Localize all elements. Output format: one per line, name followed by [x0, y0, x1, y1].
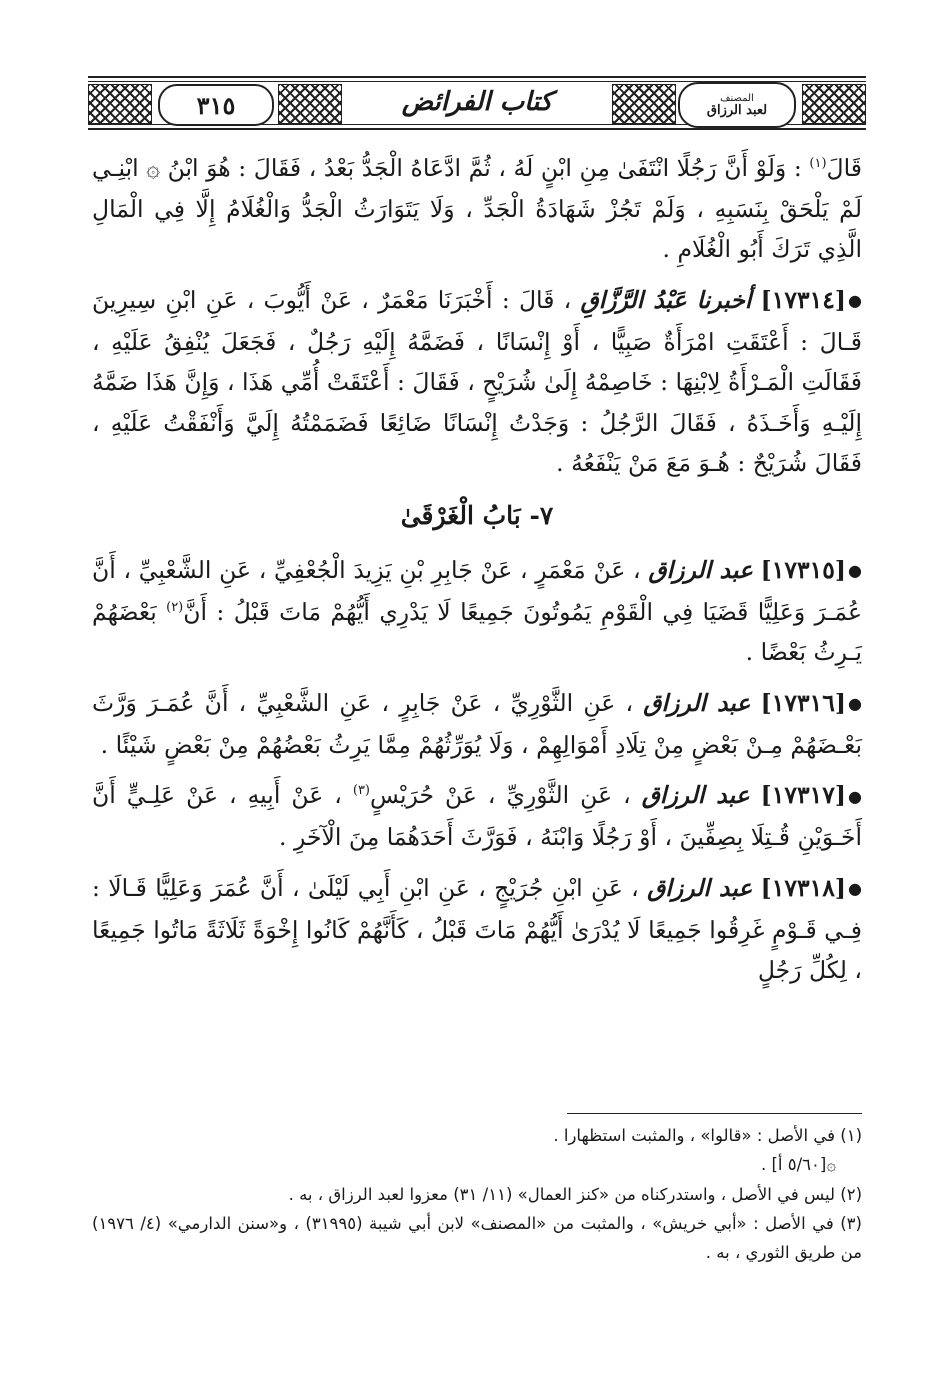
entry-number: [١٧٣١٥] — [760, 555, 847, 584]
entry-text: ، عَنِ الثَّوْرِيِّ ، عَنْ حُرَيْسٍ — [370, 781, 642, 810]
footnote: (٢) ليس في الأصل ، واستدركناه من «كنز العمال» (١١/ ٣١) معزوا لعبد الرزاق ، به . — [288, 1184, 862, 1204]
paragraph-continuation — [92, 148, 862, 270]
footnote: (٣) في الأصل : «أبي خريش» ، والمثبت من «المصنف» لابن أبي شيبة (٣١٩٩٥) ، و«سنن الدارمي» (٤/ ١٩٧٦) من طريق الثوري ، به . — [92, 1213, 862, 1263]
entry-source: عبد الرزاق — [647, 873, 753, 902]
footnote-marker: (٣) — [352, 783, 370, 799]
hadith-entry — [92, 550, 862, 673]
entry-source: عبد الرزاق — [643, 688, 751, 717]
entry-number: [١٧٣١٤] — [760, 285, 847, 314]
main-text — [92, 148, 862, 1001]
entry-number: [١٧٣١٨] — [760, 873, 847, 902]
ornament-pattern — [612, 84, 676, 124]
entry-text: بَعْضَهُمْ يَـرِثُ بَعْضًا . — [92, 597, 862, 667]
logo-line: لعبد الرزاق — [706, 102, 768, 118]
bullet-icon: ● — [848, 290, 862, 310]
footnote: (١) في الأصل : «قالوا» ، والمثبت استظهارا . — [553, 1126, 862, 1145]
book-logo — [678, 82, 796, 128]
entry-number: [١٧٣١٧] — [760, 781, 847, 810]
chapter-heading: ٧- بَابُ الْغَرْقَىٰ — [400, 500, 554, 530]
ornament-pattern — [88, 84, 152, 124]
hadith-entry — [92, 775, 862, 857]
ornament-pattern — [802, 84, 866, 124]
entry-number: [١٧٣١٦] — [760, 688, 847, 717]
text-run: : وَلَوْ أَنَّ رَجُلًا انْتَفَىٰ مِنِ ابْنٍ لَهُ ، ثُمَّ ادَّعَاهُ الْجَدُّ بَعْدُ ، فَقَالَ : هُوَ ابْنُ ۞ ابْنِـي لَمْ يَلْحَقْ بِنَسَبِهِ ، وَلَمْ تَجُزْ شَهَادَةُ الْجَدِّ ، وَلَا يَتَوَارَثُ الْجَدُّ وَالْغُلَامُ إِلَّا فِي الْمَالِ الَّذِي تَرَكَ أَبُو الْغُلَامِ . — [92, 154, 862, 264]
entry-source: أخبرنا عَبْدُ الرَّزَّاقِ — [580, 285, 752, 314]
entry-text: ، عَنْ أَبِيهِ ، عَنْ عَلِـيٍّ أَنَّ أَخَـوَيْنِ قُـتِلَا بِصِفِّينَ ، أَوْ رَجُلًا وَابْنَهُ ، فَوَرَّثَ أَحَدَهُمَا مِنَ الْآخَرِ . — [92, 781, 862, 852]
bullet-icon: ● — [848, 694, 862, 714]
text-run: قَالَ — [826, 154, 862, 182]
footnotes — [92, 1121, 862, 1267]
entry-source: عبد الرزاق — [648, 555, 753, 584]
footnote-separator — [567, 1113, 862, 1114]
entry-text: ، عَنْ مَعْمَرٍ ، عَنْ جَابِرِ بْنِ يَزِيدَ الْجُعْفِيِّ ، عَنِ الشَّعْبِيِّ ، أَنَّ عُمَـرَ وَعَلِيًّا قَضَيَا فِي الْقَوْمِ يَمُوتُونَ جَمِيعًا لَا يَدْرِي أَيُّهُمْ مَاتَ قَبْلُ : أَنَّ — [92, 555, 863, 626]
bullet-icon: ● — [848, 878, 862, 898]
bullet-icon: ● — [848, 786, 862, 806]
ornament-pattern — [278, 84, 342, 124]
page-number: ٣١٥ — [158, 84, 274, 126]
page-header — [88, 76, 866, 130]
footnote-marker: (٢) — [166, 599, 184, 615]
hadith-entry — [92, 868, 862, 991]
entry-source: عبد الرزاق — [641, 781, 750, 810]
hadith-entry — [92, 683, 862, 765]
footnote-marker: (١) — [809, 156, 827, 172]
logo-line: المصنف — [720, 92, 754, 104]
bullet-icon: ● — [848, 561, 862, 581]
hadith-entry — [92, 280, 862, 484]
folio-reference: ۞[٥/٦٠ أ] . — [760, 1155, 836, 1175]
entry-text: ، عَنِ الثَّوْرِيِّ ، عَنْ جَابِرٍ ، عَنِ الشَّعْبِيِّ ، أَنَّ عُمَـرَ وَرَّثَ بَعْـضَهُمْ مِـنْ بَعْضٍ مِنْ تِلَادِ أَمْوَالِهِمْ ، وَلَا يُوَرِّثُهُمْ مِمَّا يَرِثُ بَعْضُهُمْ مِنْ بَعْضٍ شَيْئًا . — [92, 688, 862, 759]
entry-text: ، قَالَ : أَخْبَرَنَا مَعْمَرٌ ، عَنْ أَيُّوبَ ، عَنِ ابْنِ سِيرِينَ قَـالَ : أَعْتَقَتِ امْرَأَةٌ صَبِيًّا ، أَوْ إِنْسَانًا ، فَضَمَّهُ إِلَيْهِ رَجُلٌ ، فَجَعَلَ يُنْفِقُ عَلَيْهِ ، فَقَالَتِ الْمَـرْأَةُ لِابْنِهَا : خَاصِمْهُ إِلَىٰ شُرَيْحٍ ، فَقَالَ : أَعْتَقَتْ أُمِّي هَذَا ، وَإِنَّ هَذَا ضَمَّهُ إِلَيْـهِ وَأَخَـذَهُ ، فَقَالَ الرَّجُلُ : وَجَدْتُ إِنْسَانًا ضَائِعًا فَضَمَمْتُهُ إِلَيَّ وَأَنْفَقْتُ عَلَيْهِ ، فَقَالَ شُرَيْحٌ : هُـوَ مَعَ مَنْ يَنْفَعُهُ . — [92, 285, 862, 478]
running-title: كتاب الفرائض — [401, 87, 553, 117]
entry-text: ، عَنِ ابْنِ جُرَيْجٍ ، عَنِ ابْنِ أَبِي لَيْلَىٰ ، أَنَّ عُمَرَ وَعَلِيًّا قَـالَا : فِـي قَـوْمٍ غَرِقُوا جَمِيعًا لَا يُدْرَىٰ أَيُّهُمْ مَاتَ قَبْلُ ، كَأَنَّهُمْ كَانُوا إِخْوَةً ثَلَاثَةً مَاتُوا جَمِيعًا ، لِكُلِّ رَجُلٍ — [92, 873, 862, 985]
